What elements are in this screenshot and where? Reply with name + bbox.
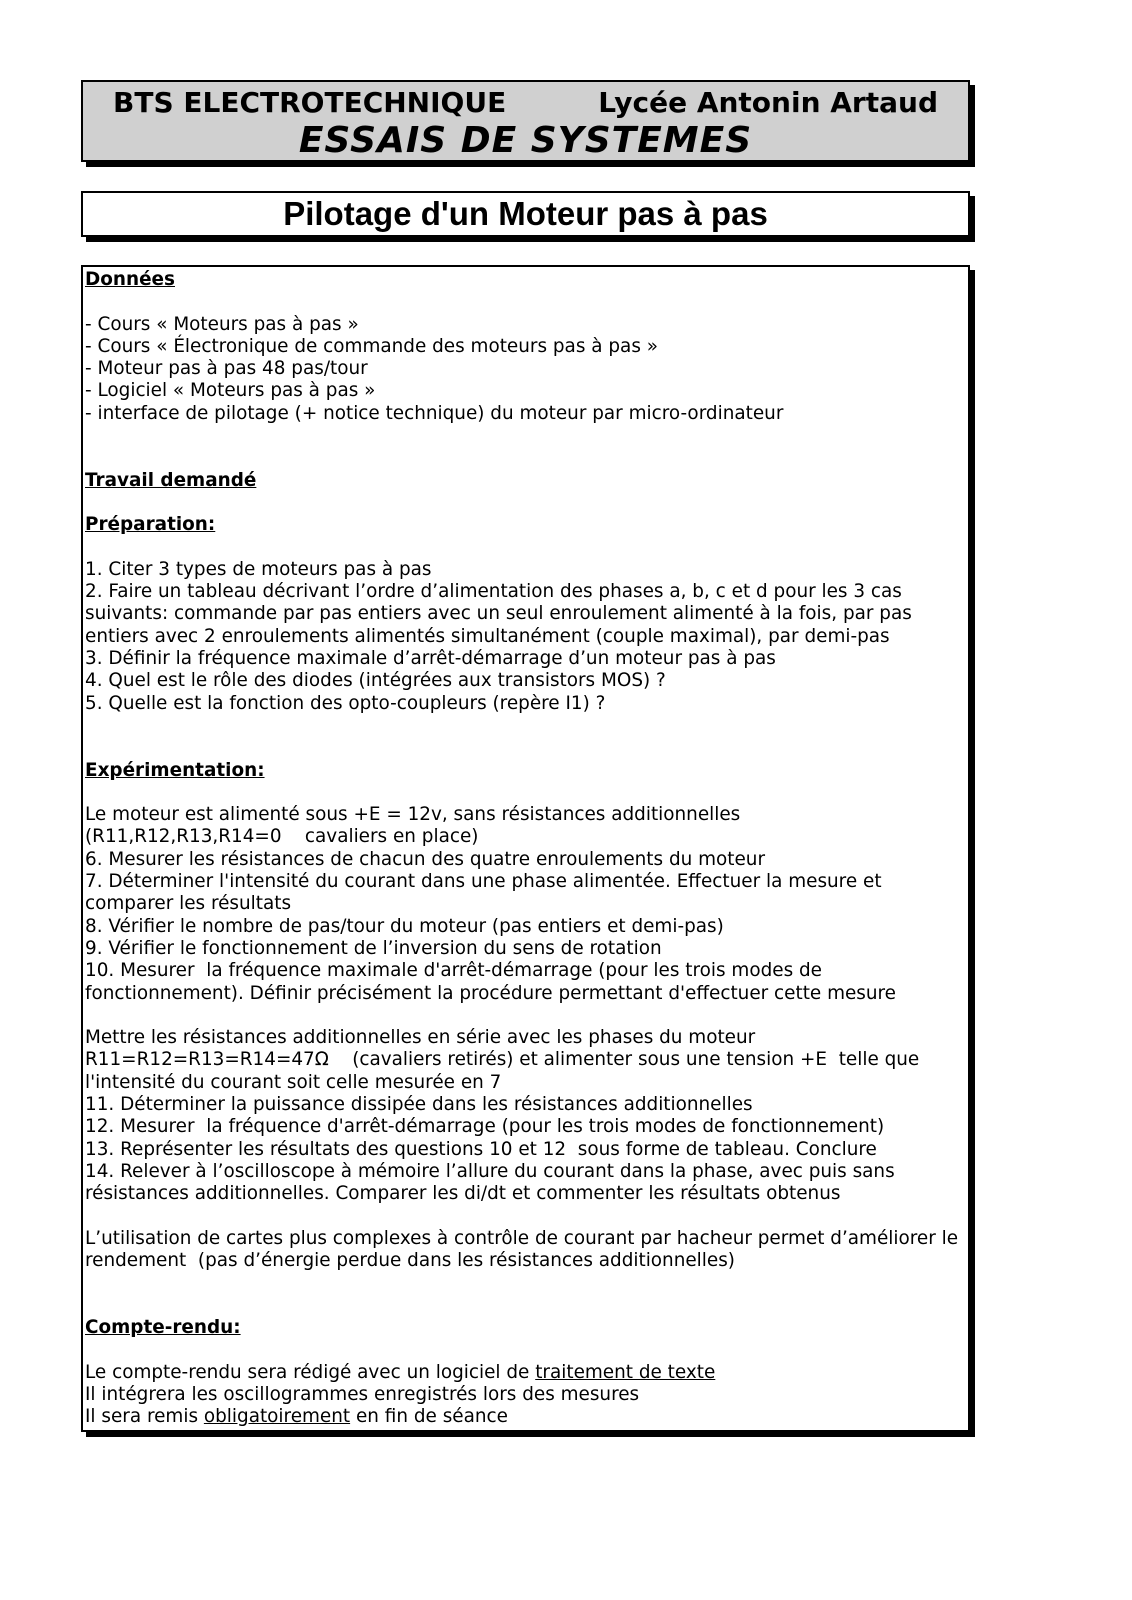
experimentation-line: 6. Mesurer les résistances de chacun des quatre enroulements du moteur bbox=[85, 848, 766, 870]
header-subtitle: ESSAIS DE SYSTEMES bbox=[298, 120, 753, 161]
compte-rendu-text: Il sera remis bbox=[85, 1406, 204, 1428]
preparation-line: 4. Quel est le rôle des diodes (intégrées aux transistors MOS) ? bbox=[85, 670, 666, 692]
donnees-item: - interface de pilotage (+ notice technique) du moteur par micro-ordinateur bbox=[85, 402, 784, 424]
preparation-line: suivants: commande par pas entiers avec un seul enroulement alimenté à la fois, par pas bbox=[85, 603, 912, 625]
donnees-item: - Moteur pas à pas 48 pas/tour bbox=[85, 358, 368, 380]
preparation-line: 2. Faire un tableau décrivant l’ordre d’alimentation des phases a, b, c et d pour les 3 cas bbox=[85, 581, 902, 603]
experimentation-note: L’utilisation de cartes plus complexes à contrôle de courant par hacheur permet d’améliorer le bbox=[85, 1227, 959, 1249]
experimentation-line: l'intensité du courant soit celle mesurée en 7 bbox=[85, 1071, 502, 1093]
experimentation-line: 9. Vérifier le fonctionnement de l’inversion du sens de rotation bbox=[85, 937, 662, 959]
experimentation-line: 10. Mesurer la fréquence maximale d'arrêt-démarrage (pour les trois modes de bbox=[85, 960, 822, 982]
compte-rendu-line bbox=[85, 1406, 968, 1428]
preparation-line: 5. Quelle est la fonction des opto-coupleurs (repère I1) ? bbox=[85, 692, 606, 714]
experimentation-line: comparer les résultats bbox=[85, 893, 292, 915]
section-travail-heading: Travail demandé bbox=[85, 469, 257, 491]
experimentation-line: fonctionnement). Définir précisément la procédure permettant d'effectuer cette mesure bbox=[85, 982, 897, 1004]
experimentation-line: 11. Déterminer la puissance dissipée dans les résistances additionnelles bbox=[85, 1093, 753, 1115]
experimentation-line: R11=R12=R13=R14=47Ω (cavaliers retirés) et alimenter sous une tension +E telle que bbox=[85, 1049, 920, 1071]
preparation-line: 3. Définir la fréquence maximale d’arrêt-démarrage d’un moteur pas à pas bbox=[85, 648, 776, 670]
underlined-text: obligatoirement bbox=[203, 1406, 351, 1428]
donnees-item: - Logiciel « Moteurs pas à pas » bbox=[85, 380, 376, 402]
section-preparation-heading: Préparation: bbox=[85, 514, 216, 536]
header-school: Lycée Antonin Artaud bbox=[598, 86, 938, 119]
compte-rendu-text: Le compte-rendu sera rédigé avec un logiciel de bbox=[85, 1361, 536, 1383]
experimentation-line: 13. Représenter les résultats des questions 10 et 12 sous forme de tableau. Conclure bbox=[85, 1138, 877, 1160]
experimentation-line: (R11,R12,R13,R14=0 cavaliers en place) bbox=[85, 826, 479, 848]
experimentation-line: 14. Relever à l’oscilloscope à mémoire l’allure du courant dans la phase, avec puis sans bbox=[85, 1160, 895, 1182]
header-course: BTS ELECTROTECHNIQUE bbox=[113, 86, 507, 119]
experimentation-line: 8. Vérifier le nombre de pas/tour du moteur (pas entiers et demi-pas) bbox=[85, 915, 724, 937]
page-title: Pilotage d'un Moteur pas à pas bbox=[81, 191, 970, 237]
header-box bbox=[81, 80, 970, 162]
donnees-item: - Cours « Moteurs pas à pas » bbox=[85, 313, 359, 335]
section-experimentation-heading: Expérimentation: bbox=[85, 759, 265, 781]
experimentation-line: Mettre les résistances additionnelles en série avec les phases du moteur bbox=[85, 1027, 756, 1049]
experimentation-line: 12. Mesurer la fréquence d'arrêt-démarrage (pour les trois modes de fonctionnement) bbox=[85, 1116, 885, 1138]
preparation-line: entiers avec 2 enroulements alimentés simultanément (couple maximal), par demi-pas bbox=[85, 625, 890, 647]
experimentation-line: résistances additionnelles. Comparer les di/dt et commenter les résultats obtenus bbox=[85, 1183, 841, 1205]
preparation-line: 1. Citer 3 types de moteurs pas à pas bbox=[85, 558, 432, 580]
underlined-text: traitement de texte bbox=[535, 1361, 716, 1383]
header-row bbox=[113, 86, 938, 119]
compte-rendu-line: Il intégrera les oscillogrammes enregistrés lors des mesures bbox=[85, 1383, 640, 1405]
content-box bbox=[81, 265, 970, 1432]
experimentation-line: 7. Déterminer l'intensité du courant dans une phase alimentée. Effectuer la mesure et bbox=[85, 871, 882, 893]
compte-rendu-text: en fin de séance bbox=[350, 1406, 508, 1428]
section-donnees-heading: Données bbox=[85, 269, 175, 290]
section-compte-rendu-heading: Compte-rendu: bbox=[85, 1316, 241, 1338]
experimentation-note: rendement (pas d’énergie perdue dans les résistances additionnelles) bbox=[85, 1250, 735, 1272]
compte-rendu-line bbox=[85, 1362, 968, 1384]
experimentation-line: Le moteur est alimenté sous +E = 12v, sans résistances additionnelles bbox=[85, 804, 741, 826]
donnees-item: - Cours « Électronique de commande des moteurs pas à pas » bbox=[85, 335, 658, 357]
